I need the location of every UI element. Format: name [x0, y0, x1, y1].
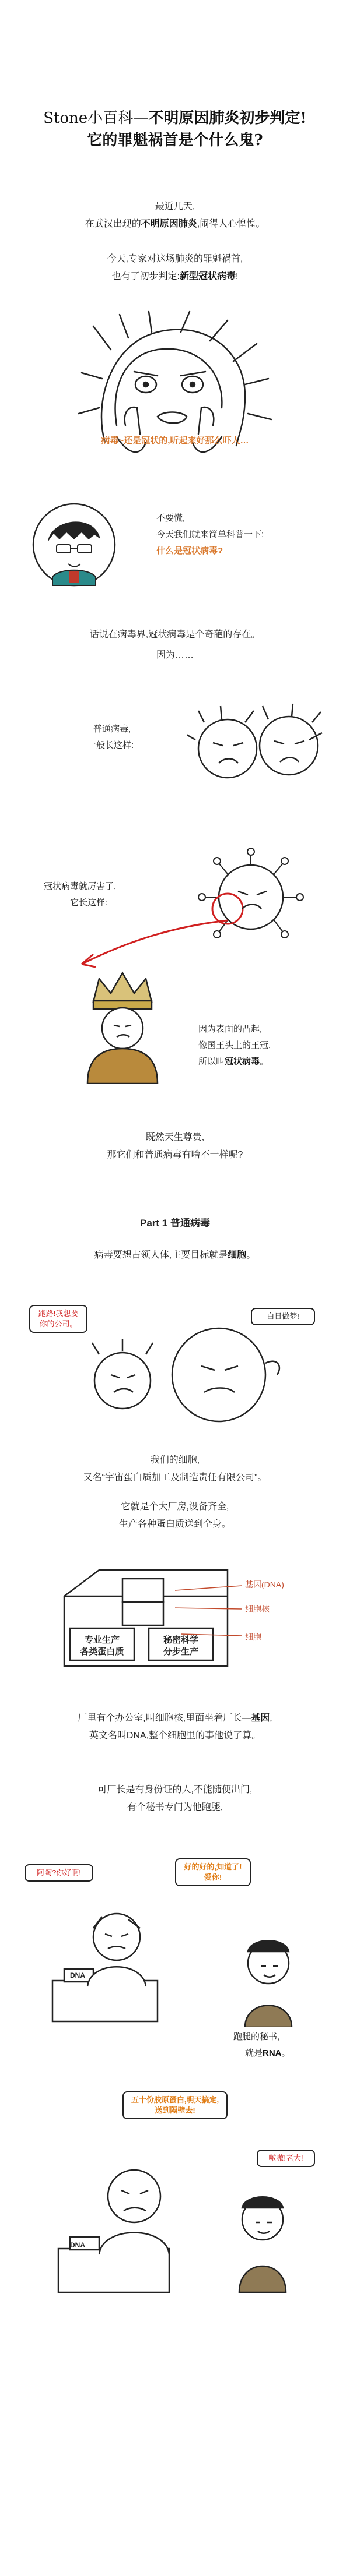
cell-text-line1: 我们的细胞, [150, 1455, 200, 1465]
speech-bubble-virus: 跑路!我想要你的公司。 [29, 1305, 88, 1333]
cell-text-line4: 生产各种蛋白质送到全身。 [118, 1519, 231, 1529]
secretary-line2: 就是RNA。 [245, 2048, 290, 2058]
scream-caption: 病毒~还是冠状的,听起来好那么吓人… [101, 436, 249, 446]
stone-avatar [30, 501, 118, 588]
factory-sign-right: 秘密科学 分步生产 [163, 1635, 198, 1657]
part1-desc: 病毒要想占领人体,主要目标就是细胞。 [94, 1250, 256, 1260]
stone-line3: 什么是冠状病毒? [156, 546, 223, 556]
intro-line4: 也有了初步判定:新型冠状病毒! [111, 271, 239, 281]
question-line2: 那它们和普通病毒有啥不一样呢? [107, 1150, 243, 1160]
part1-heading: Part 1 普通病毒 [140, 1218, 210, 1229]
intro-line2: 在武汉出现的不明原因肺炎,闹得人心惶惶。 [85, 219, 265, 229]
factory-text-line1: 厂里有个办公室,叫细胞核,里面坐着厂长—基因, [78, 1713, 272, 1723]
normal-virus-illustration [187, 699, 327, 792]
dna-tag-2: DNA [70, 2241, 85, 2249]
dna-tag-1: DNA [70, 1971, 85, 1979]
page-subtitle: 它的罪魁祸首是个什么鬼? [87, 132, 263, 149]
stone-line2: 今天我们就来简单科普一下: [156, 530, 264, 539]
intro-line1: 最近几天, [155, 202, 195, 211]
rna-text-line2: 有个秘书专门为他跑腿, [127, 1802, 223, 1812]
cell-text-line2: 又名“宇宙蛋白质加工及制造责任有限公司”。 [83, 1473, 267, 1483]
title-prefix: Stone小百科— [43, 110, 149, 127]
cell-text-line3: 它就是个大厂房,设备齐全, [121, 1502, 229, 1512]
factory-text-line2: 英文名叫DNA,整个细胞里的事他说了算。 [89, 1731, 261, 1741]
question-line1: 既然天生尊贵, [145, 1132, 205, 1142]
speech-bubble-secretary: 好的好的,知道了!爱你! [175, 1858, 251, 1886]
rna-text-line1: 可厂长是有身份证的人,不能随便出门, [97, 1785, 253, 1795]
factory-sign-left: 专业生产 各类蛋白质 [80, 1635, 124, 1657]
title-main: 不明原因肺炎初步判定! [148, 110, 307, 127]
dna-boss-order-illustration [52, 2132, 309, 2295]
label-cell: 细胞 [245, 1632, 261, 1642]
dna-boss-phone-illustration [41, 1893, 309, 2027]
label-pointer-lines [175, 1579, 245, 1643]
crown-explain-line3: 所以叫冠状病毒。 [198, 1057, 269, 1067]
secretary-line1: 跑腿的秘书, [233, 2032, 280, 2042]
speech-bubble-phone: 阿陶?你好啊! [24, 1864, 93, 1882]
crown-explain-line2: 像国王头上的王冠, [198, 1040, 271, 1050]
corona-virus-line2: 它长这样: [70, 898, 108, 908]
speech-bubble-order: 五十份胶原蛋白,明天搞定,送到隔壁去! [123, 2091, 228, 2119]
page-title [0, 108, 350, 129]
virus-intro-line1: 话说在病毒界,冠状病毒是个奇葩的存在。 [89, 630, 261, 640]
crown-explain-line1: 因为表面的凸起, [198, 1024, 262, 1034]
speech-bubble-cell: 白日做梦! [251, 1308, 315, 1325]
label-gene: 基因(DNA) [245, 1580, 284, 1589]
normal-virus-line2: 一般长这样: [88, 740, 134, 750]
speech-bubble-ack: 嗷嗷!老大! [257, 2150, 315, 2167]
king-crown-illustration [70, 967, 175, 1084]
normal-virus-line1: 普通病毒, [93, 724, 131, 734]
label-nucleus: 细胞核 [245, 1604, 270, 1614]
corona-virus-line1: 冠状病毒就厉害了, [44, 881, 117, 891]
intro-line3: 今天,专家对这场肺炎的罪魁祸首, [107, 254, 243, 264]
virus-intro-line2: 因为…… [156, 650, 194, 660]
stone-line1: 不要慌, [156, 513, 186, 523]
virus-vs-cell-illustration [76, 1322, 286, 1427]
